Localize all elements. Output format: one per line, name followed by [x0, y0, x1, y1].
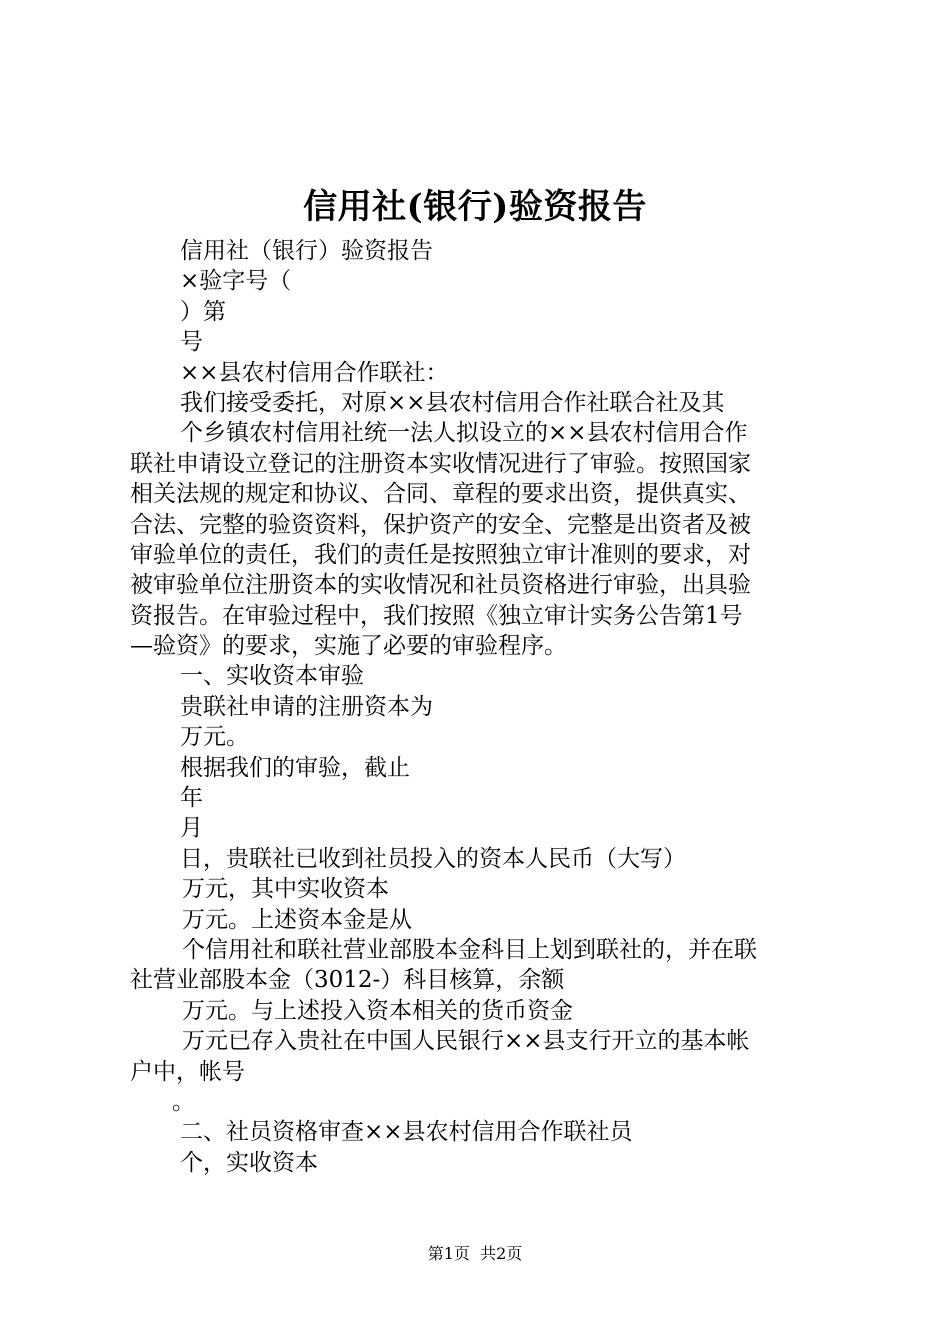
body-line: 号 [180, 329, 203, 356]
body-line: ××县农村信用合作联社： [180, 359, 449, 386]
body-line: 我们接受委托，对原××县农村信用合作社联合社及其 [180, 389, 725, 416]
body-line: 个乡镇农村信用社统一法人拟设立的××县农村信用合作 [180, 420, 748, 447]
document-body [130, 236, 830, 1178]
body-line: 被审验单位注册资本的实收情况和社员资格进行审验，出具验 [130, 572, 751, 599]
section-heading: 一、实收资本审验 [180, 663, 364, 690]
body-line: 合法、完整的验资资料，保护资产的安全、完整是出资者及被 [130, 511, 751, 538]
body-line: 贵联社申请的注册资本为 [180, 693, 433, 720]
body-line: ）第 [180, 298, 226, 325]
body-line: 。 [172, 1088, 195, 1115]
page-footer: 第1页 共2页 [427, 1244, 523, 1263]
body-line: 万元。上述资本金是从 [182, 906, 412, 933]
body-line: 日，贵联社已收到社员投入的资本人民币（大写） [180, 845, 686, 872]
body-line: 年 [180, 785, 203, 812]
body-line: 户中，帐号 [130, 1058, 245, 1085]
body-line: 审验单位的责任，我们的责任是按照独立审计准则的要求，对 [130, 541, 751, 568]
body-line: 根据我们的审验，截止 [180, 754, 410, 781]
body-line: 万元，其中实收资本 [182, 876, 389, 903]
section-heading: 二、社员资格审查××县农村信用合作联社员 [180, 1119, 633, 1146]
body-line: 相关法规的规定和协议、合同、章程的要求出资，提供真实、 [130, 481, 751, 508]
body-line: ×验字号（ [180, 268, 292, 295]
body-line: 个信用社和联社营业部股本金科目上划到联社的，并在联 [182, 936, 757, 963]
body-line: 联社申请设立登记的注册资本实收情况进行了审验。按照国家 [130, 450, 751, 477]
body-line: 资报告。在审验过程中，我们按照《独立审计实务公告第1号 [130, 602, 743, 629]
body-line: 万元。 [180, 724, 249, 751]
body-line: 信用社（银行）验资报告 [180, 238, 433, 264]
body-line: 个，实收资本 [180, 1149, 318, 1176]
body-line: 万元。与上述投入资本相关的货币资金 [182, 997, 573, 1024]
body-line: 社营业部股本金（3012-）科目核算，余额 [130, 967, 565, 994]
document-title: 信用社(银行)验资报告 [303, 187, 647, 227]
body-line: 万元已存入贵社在中国人民银行××县支行开立的基本帐 [182, 1028, 750, 1055]
body-line: 月 [180, 815, 203, 842]
body-line: —验资》的要求，实施了必要的审验程序。 [130, 633, 567, 660]
